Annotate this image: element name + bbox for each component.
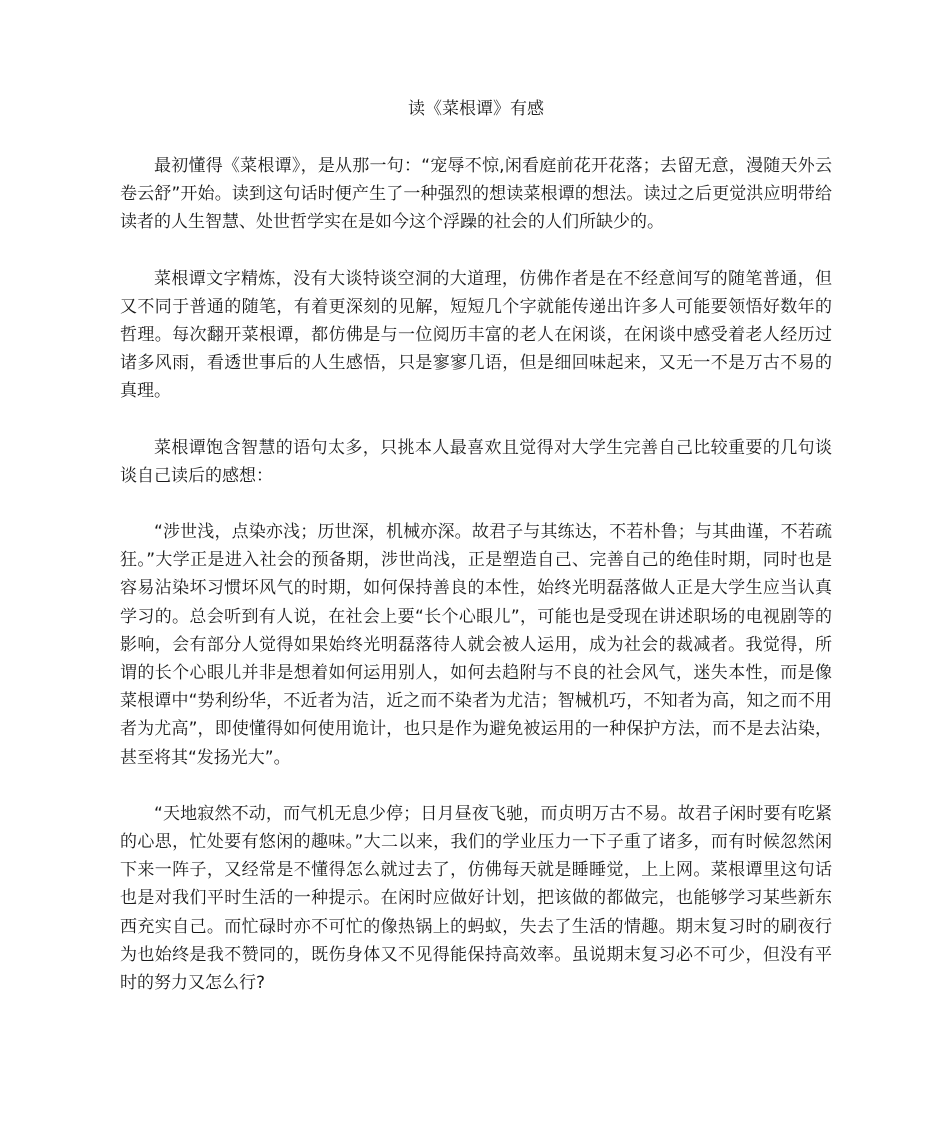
paragraph-style: 菜根谭文字精炼，没有大谈特谈空洞的大道理，仿佛作者是在不经意间写的随笔普通，但又不同于普通的随笔，有着更深刻的见解，短短几个字就能传递出许多人可能要领悟好数年的哲理。每次翻开菜根谭，都仿佛是与一位阅历丰富的老人在闲谈，在闲谈中感受着老人经历过诸多风雨，看透世事后的人生感悟，只是寥寥几语，但是细回味起来，又无一不是万古不易的真理。 [120,268,832,402]
paragraph-intro: 最初懂得《菜根谭》，是从那一句：“宠辱不惊,闲看庭前花开花落；去留无意，漫随天外云卷云舒”开始。读到这句话时便产生了一种强烈的想读菜根谭的想法。读过之后更觉洪应明带给读者的人生智慧、处世哲学实在是如今这个浮躁的社会的人们所缺少的。 [120,156,832,233]
paragraph-selection: 菜根谭饱含智慧的语句太多，只挑本人最喜欢且觉得对大学生完善自己比较重要的几句谈谈自己读后的感想： [120,437,832,486]
document-title: 读《菜根谭》有感 [408,99,544,119]
paragraph-quote-leisure: “天地寂然不动，而气机无息少停；日月昼夜飞驰，而贞明万古不易。故君子闲时要有吃紧的心思，忙处要有悠闲的趣味。”大二以来，我们的学业压力一下子重了诸多，而有时候忽然闲下来一阵子，又经常是不懂得怎么就过去了，仿佛每天就是睡睡觉，上上网。菜根谭里这句话也是对我们平时生活的一种提示。在闲时应做好计划，把该做的都做完，也能够学习某些新东西充实自己。而忙碌时亦不可忙的像热锅上的蚂蚁，失去了生活的情趣。期末复习时的刷夜行为也始终是我不赞同的，既伤身体又不见得能保持高效率。虽说期末复习必不可少，但没有平时的努力又怎么行? [120,803,832,994]
paragraph-quote-worldly: “涉世浅，点染亦浅；历世深，机械亦深。故君子与其练达，不若朴鲁；与其曲谨，不若疏狂。”大学正是进入社会的预备期，涉世尚浅，正是塑造自己、完善自己的绝佳时期，同时也是容易沾染坏习惯坏风气的时期，如何保持善良的本性，始终光明磊落做人正是大学生应当认真学习的。总会听到有人说，在社会上要“长个心眼儿”，可能也是受现在讲述职场的电视剧等的影响，会有部分人觉得如果始终光明磊落待人就会被人运用，成为社会的裁减者。我觉得，所谓的长个心眼儿并非是想着如何运用别人，如何去趋附与不良的社会风气，迷失本性，而是像菜根谭中“势利纷华，不近者为洁，近之而不染者为尤洁；智械机巧，不知者为高，知之而不用者为尤高”，即使懂得如何使用诡计，也只是作为避免被运用的一种保护方法，而不是去沾染，甚至将其“发扬光大”。 [120,522,832,768]
